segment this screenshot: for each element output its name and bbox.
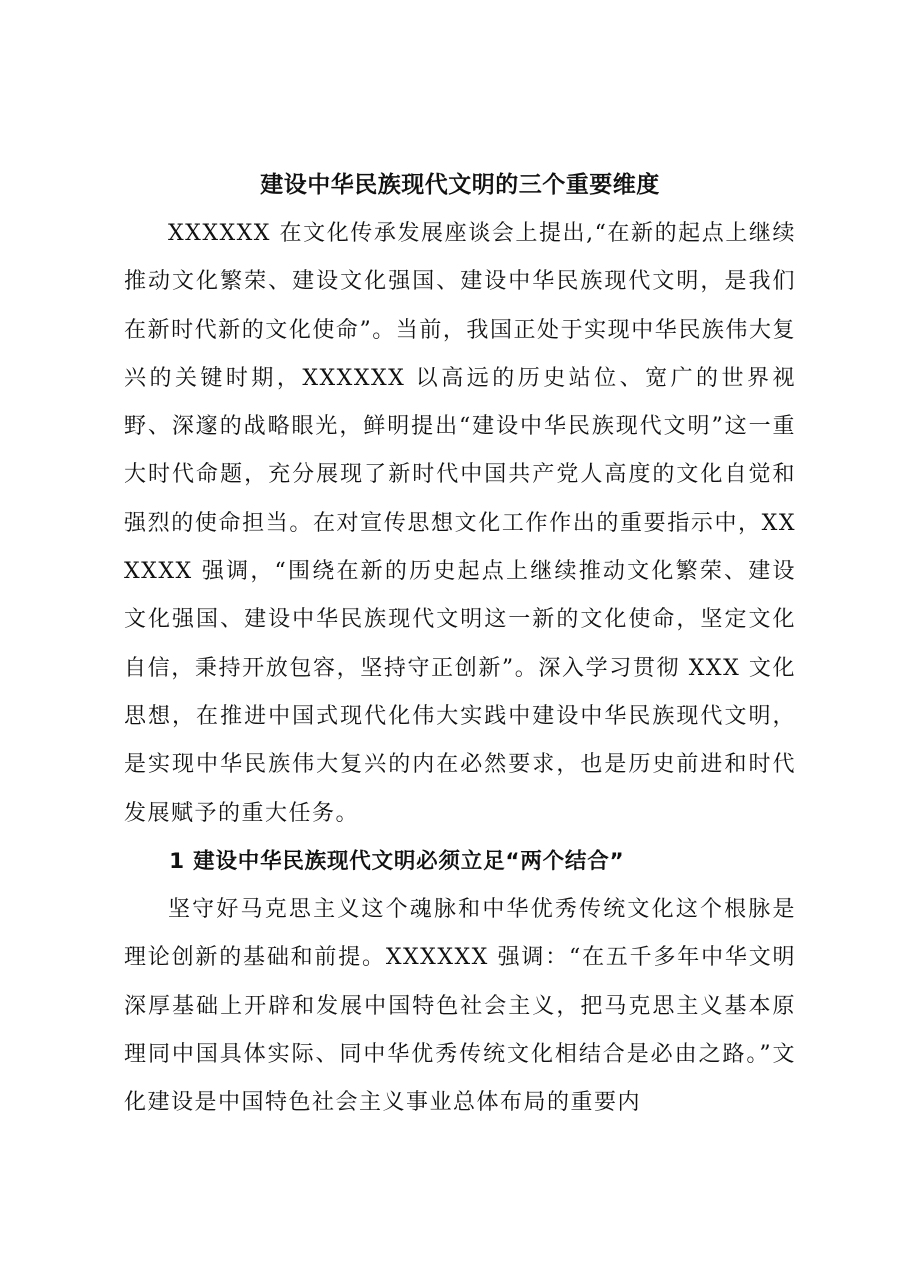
section-heading: 1 建设中华民族现代文明必须立足“两个结合” [169,848,625,874]
document-title: 建设中华民族现代文明的三个重要维度 [260,171,660,198]
section-paragraph: 坚守好马克思主义这个魂脉和中华优秀传统文化这个根脉是理论创新的基础和前提。XXXXXX 强调：“在五千多年中华文明深厚基础上开辟和发展中国特色社会主义，把马克思主义基本原理同中国具体实际、同中华优秀传统文化相结合是必由之路。”文化建设是中国特色社会主义事业总体布局的重要内 [124,897,796,1116]
intro-paragraph: XXXXXX 在文化传承发展座谈会上提出,“在新的起点上继续推动文化繁荣、建设文化强国、建设中华民族现代文明，是我们在新时代新的文化使命”。当前，我国正处于实现中华民族伟大复兴的关键时期，XXXXXX 以高远的历史站位、宽广的世界视野、深邃的战略眼光，鲜明提出“建设中华民族现代文明”这一重大时代命题，充分展现了新时代中国共产党人高度的文化自觉和强烈的使命担当。在对宣传思想文化工作作出的重要指示中，XXXXXX 强调，“围绕在新的历史起点上继续推动文化繁荣、建设文化强国、建设中华民族现代文明这一新的文化使命，坚定文化自信，秉持开放包容，坚持守正创新”。深入学习贯彻 XXX 文化思想，在推进中国式现代化伟大实践中建设中华民族现代文明，是实现中华民族伟大复兴的内在必然要求，也是历史前进和时代发展赋予的重大任务。 [124,221,796,826]
document-body [124,160,796,1128]
